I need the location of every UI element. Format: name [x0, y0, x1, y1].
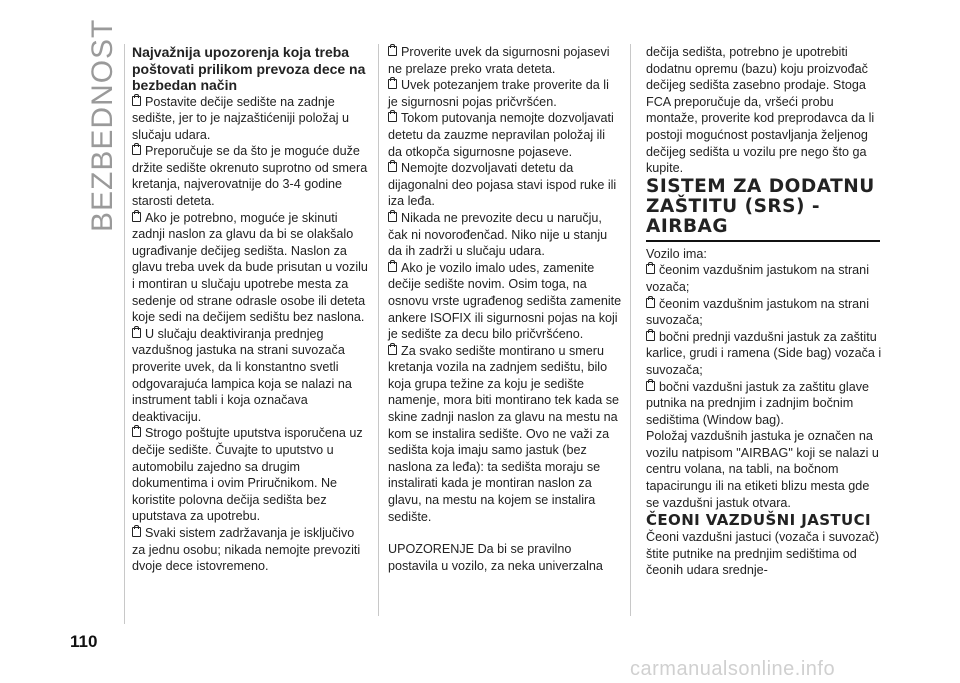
bullet-icon [646, 264, 655, 274]
page-number: 110 [70, 632, 98, 651]
bullet-icon [388, 262, 397, 272]
col1-heading: Najvažnija upozorenja koja treba poštovati prilikom prevoza dece na bezbedan način [132, 44, 366, 93]
section-side-tab [78, 18, 119, 232]
bullet-icon [132, 427, 141, 437]
side-tab-label: BEZBEDNOST [86, 18, 119, 232]
col3-intro: dečija sedišta, potrebno je upotrebiti dodatnu opremu (bazu) koju proizvođač dečijeg sedišta zasebno prodaje. Stoga FCA preporučuje da, vršeći probu montaže, proverite kod preprodavca da li postoji mogućnost postavljanja željenog dečijeg sedišta u vozilu pre nego što ga kupite. [646, 45, 875, 176]
col3-bullet-1: čeonim vazdušnim jastukom na strani vozača; [646, 263, 869, 294]
bullet-icon [646, 381, 655, 391]
col3-bullet-3: bočni prednji vazdušni jastuk za zaštitu karlice, grudi i ramena (Side bag) vozača i suvozača; [646, 329, 882, 377]
col1-bullet-2: Preporučuje se da što je moguće duže držite sedište okrenuto suprotno od smera kretanja, najverovatnije do 3-4 godine starosti deteta. [132, 144, 368, 209]
col1-bullet-3: Ako je potrebno, moguće je skinuti zadnji naslon za glavu da bi se olakšalo ugrađivanje dečijeg sedišta. Naslon za glavu treba uvek da bude prisutan u vozilu i montiran u slučaju upotrebe mesta za sedenje od strane odrasle osobe ili deteta koje sedi na dečijem sedištu bez naslona. [132, 210, 368, 325]
spacer [388, 525, 622, 541]
bullet-icon [388, 46, 397, 56]
watermark: carmanualsonline.info [630, 658, 836, 680]
col1-bullet-4: U slučaju deaktiviranja prednjeg vazdušnog jastuka na strani suvozača proverite uvek, da li konstantno svetli odgovarajuća lampica koja se nalazi na instrument tabli i koja označava deaktivaciju. [132, 326, 352, 424]
col2-bullet-7: Za svako sedište montirano u smeru kretanja vozila na zadnjem sedištu, bilo koja grupa težine za koju je sedište namenje, mora biti montirano tek kada se skine zadnji naslon za glavu na mestu na kom se instalira sedište. Ovo ne važi za sedišta koja imaju samo jastuk (bez naslona za leđa): ta sedišta moraju se instalirati kada je montiran naslon za glavu, na mestu na kojem se instalira sedište. [388, 343, 620, 524]
sub-title-frontal-airbags: ČEONI VAZDUŠNI JASTUCI [646, 511, 872, 530]
bullet-icon [388, 345, 397, 355]
bullet-icon [646, 298, 655, 308]
col2-bullet-1: Proverite uvek da sigurnosni pojasevi ne prelaze preko vrata deteta. [388, 45, 610, 76]
col3-vehicle-has: Vozilo ima: [646, 246, 707, 261]
col3-frontal-text: Čeoni vazdušni jastuci (vozača i suvozač) štite putnike na prednjim sedištima od čeonih udara srednje- [646, 530, 880, 578]
bullet-icon [388, 112, 397, 122]
column-3 [646, 44, 882, 579]
bullet-icon [388, 162, 397, 172]
bullet-icon [132, 145, 141, 155]
side-divider [124, 44, 125, 624]
col3-bullet-2: čeonim vazdušnim jastukom na strani suvozača; [646, 296, 869, 328]
col2-warning: UPOZORENJE Da bi se pravilno postavila u vozilo, za neka univerzalna [388, 542, 603, 573]
bullet-icon [132, 212, 141, 222]
column-divider-2 [630, 44, 631, 616]
bullet-icon [132, 527, 141, 537]
bullet-icon [132, 328, 141, 338]
col2-bullet-4: Nemojte dozvoljavati detetu da dijagonalni deo pojasa stavi ispod ruke ili iza leđa. [388, 161, 617, 209]
col2-bullet-2: Uvek potezanjem trake proverite da li je sigurnosni pojas pričvršćen. [388, 78, 609, 109]
section-title-srs-airbag: SISTEM ZA DODATNU ZAŠTITU (SRS) - AIRBAG [646, 177, 880, 242]
bullet-icon [388, 212, 397, 222]
col2-bullet-3: Tokom putovanja nemojte dozvoljavati detetu da zauzme nepravilan položaj ili da otkopča sigurnosne pojaseve. [388, 111, 614, 159]
bullet-icon [646, 331, 655, 341]
column-1 [132, 44, 368, 575]
col1-bullet-1: Postavite dečije sedište na zadnje sedište, jer to je najzaštićeniji položaj u slučaju udara. [132, 94, 350, 142]
column-2 [388, 44, 622, 574]
col3-position-text: Položaj vazdušnih jastuka je označen na vozilu natpisom "AIRBAG" koji se nalazi u centru volana, na tabli, na bočnom tapacirungu ili na etiketi blizu mesta gde se vazdušni jastuk otvara. [646, 429, 879, 510]
column-divider-1 [378, 44, 379, 616]
bullet-icon [132, 96, 141, 106]
col2-bullet-5: Nikada ne prevozite decu u naručju, čak ni novorođenčad. Niko nije u stanju da ih zadrži u slučaju udara. [388, 210, 608, 259]
col1-bullet-5: Strogo poštujte uputstva isporučena uz dečije sedište. Čuvajte to uputstvo u automobilu zajedno sa drugim dokumentima i ovim Priručnikom. Ne koristite polovna dečija sedišta bez uputstava za upotrebu. [132, 426, 363, 524]
col1-bullet-6: Svaki sistem zadržavanja je isključivo za jednu osobu; nikada nemojte prevoziti dvoje dece istovremeno. [132, 525, 361, 574]
col2-bullet-6: Ako je vozilo imalo udes, zamenite dečije sedište novim. Osim toga, na osnovu vrste ugrađenog sedišta zamenite ankere ISOFIX ili sigurnosni pojas na koji je sedište za decu bilo pričvršćeno. [388, 260, 622, 342]
bullet-icon [388, 79, 397, 89]
col3-bullet-4: bočni vazdušni jastuk za zaštitu glave putnika na prednjim i zadnjim bočnim sedištima (Window bag). [646, 379, 870, 427]
